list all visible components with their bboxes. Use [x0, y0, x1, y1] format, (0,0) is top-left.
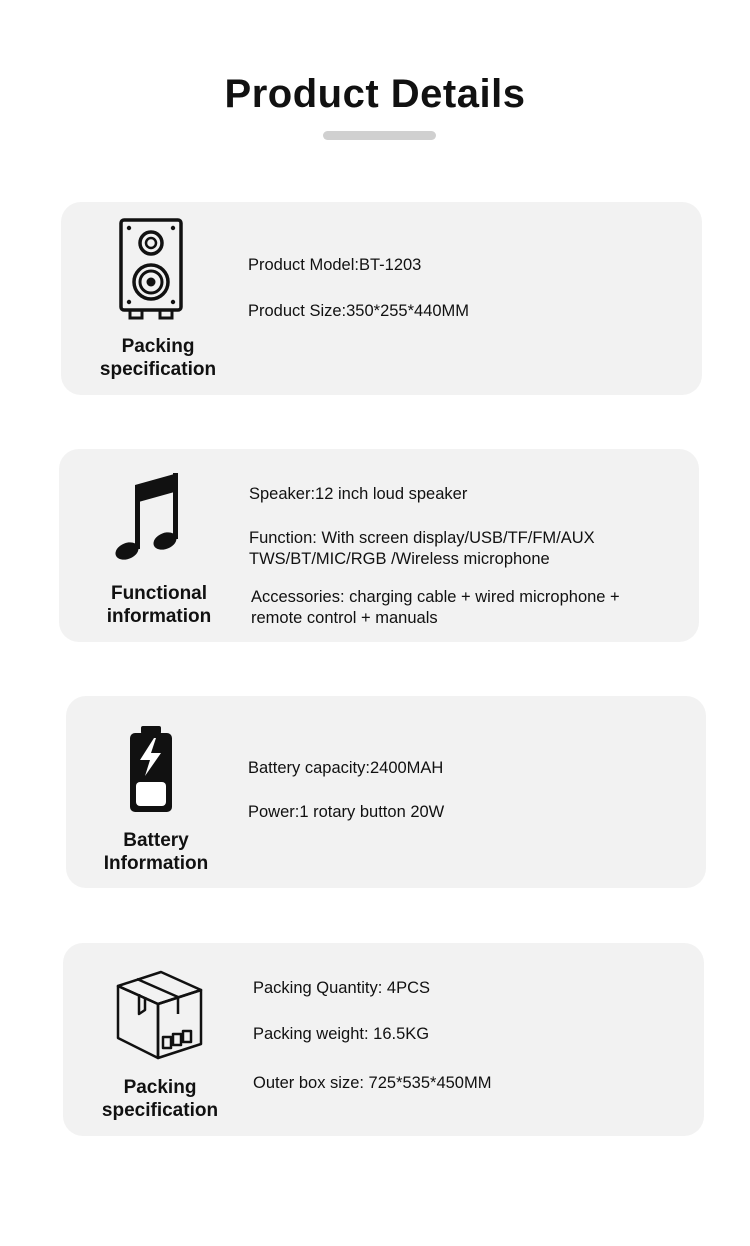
packing-quantity-text: Packing Quantity: 4PCS: [253, 979, 431, 997]
packing-weight-text: Packing weight: 16.5KG: [253, 1025, 430, 1043]
box-icon: [115, 970, 205, 1062]
product-size-text: Product Size:350*255*440MM: [248, 302, 470, 320]
accessories-text: Accessories: charging cable + wired microphone + remote control + manuals: [251, 588, 620, 627]
battery-icon: [128, 724, 174, 814]
speaker-text: Speaker:12 inch loud speaker: [249, 485, 468, 503]
title-underline: [323, 131, 436, 140]
card-label: Packing specification: [101, 1077, 219, 1121]
product-model-text: Product Model:BT-1203: [248, 256, 422, 274]
function-text: Function: With screen display/USB/TF/FM/AUX TWS/BT/MIC/RGB /Wireless microphone: [249, 529, 595, 568]
card-label: Packing specification: [99, 336, 217, 380]
outer-box-size-text: Outer box size: 725*535*450MM: [253, 1074, 492, 1092]
battery-capacity-text: Battery capacity:2400MAH: [248, 759, 444, 777]
card-label: Functional information: [106, 583, 212, 627]
card-label: Battery Information: [103, 830, 209, 874]
music-note-icon: [114, 471, 184, 563]
page-title: Product Details: [224, 72, 526, 116]
functional-info-card: [59, 449, 699, 642]
speaker-icon: [118, 217, 184, 321]
packing-box-card: [63, 943, 704, 1136]
packing-spec-card: [61, 202, 702, 395]
battery-info-card: [66, 696, 706, 888]
power-text: Power:1 rotary button 20W: [248, 803, 445, 821]
